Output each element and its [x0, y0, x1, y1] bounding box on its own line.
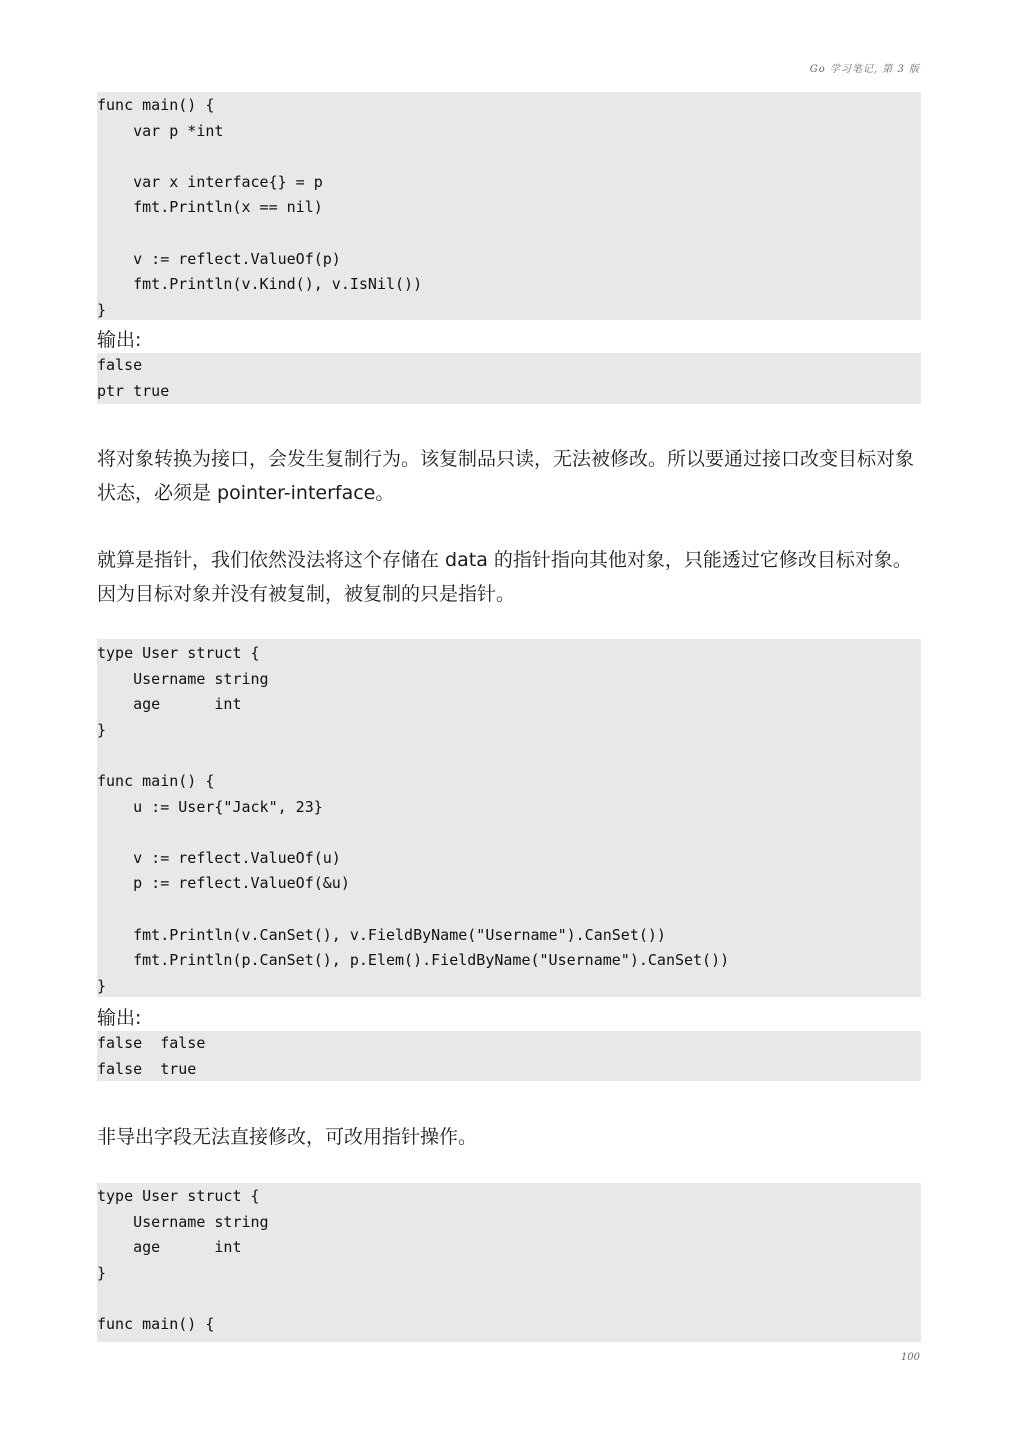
output-block-nil-check: false ptr true	[97, 353, 921, 404]
running-header: Go 学习笔记, 第 3 版	[809, 64, 920, 75]
code-block-main-nil-check: func main() { var p *int var x interface{} = p fmt.Println(x == nil) v := reflect.ValueOf(p) fmt.Println(v.Kind(), v.IsNil()) }	[97, 92, 921, 320]
output-label: 输出:	[97, 1007, 142, 1029]
paragraph-pointer-note: 就算是指针，我们依然没法将这个存储在 data 的指针指向其他对象，只能透过它修改目标对象。因为目标对象并没有被复制，被复制的只是指针。	[97, 549, 912, 605]
paragraph-unexported-fields: 非导出字段无法直接修改，可改用指针操作。	[97, 1126, 478, 1148]
output-block-canset: false false false true	[97, 1031, 921, 1081]
paragraph-interface-copy: 将对象转换为接口，会发生复制行为。该复制品只读，无法被修改。所以要通过接口改变目标对象状态，必须是 pointer-interface。	[97, 448, 915, 504]
output-label: 输出:	[97, 329, 142, 351]
code-block-user-pointer: type User struct { Username string age int } func main() {	[97, 1183, 921, 1342]
page-number: 100	[900, 1352, 920, 1363]
code-block-user-canset: type User struct { Username string age int } func main() { u := User{"Jack", 23} v := reflect.ValueOf(u) p := reflect.ValueOf(&u) fmt.Println(v.CanSet(), v.FieldByName("Username").CanSet()) fmt.Println(p.CanSet(), p.Elem().FieldByName("Username").CanSet()) }	[97, 639, 921, 997]
